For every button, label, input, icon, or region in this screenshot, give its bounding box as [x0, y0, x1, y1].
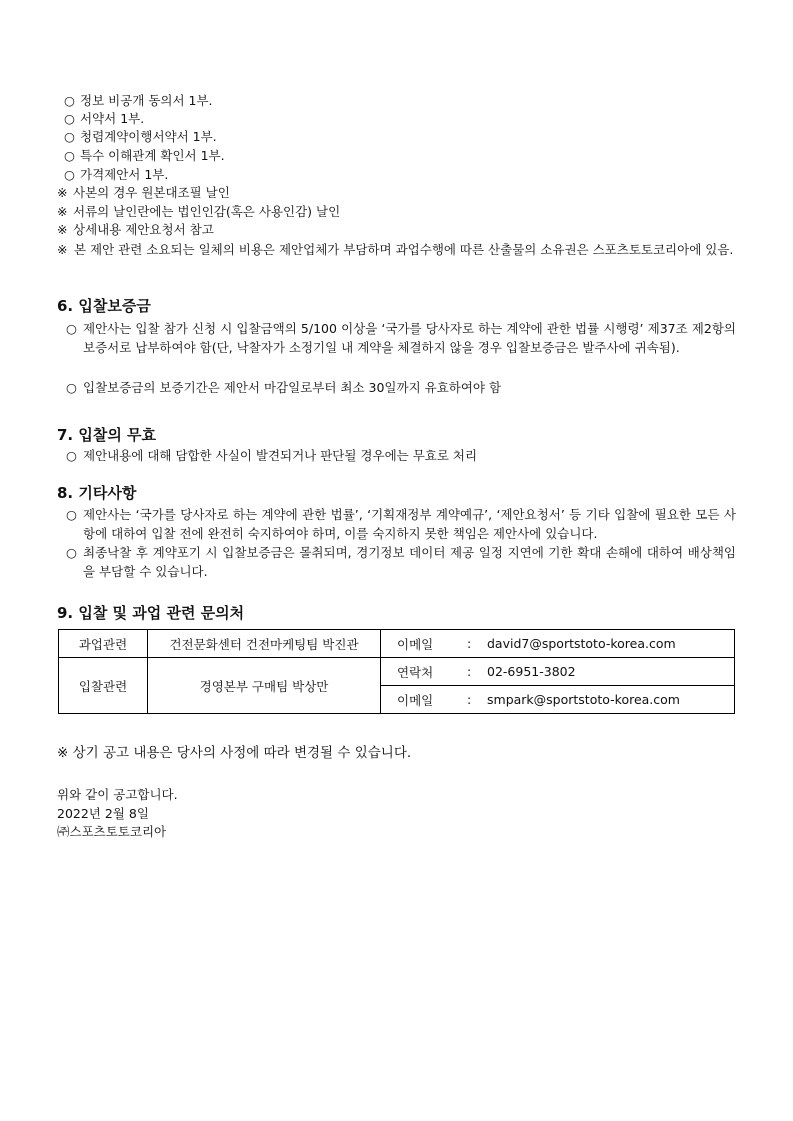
bullet: ○ [64, 93, 75, 108]
bullet: ○ [66, 507, 77, 522]
doc-item: ○ 서약서 1부. [64, 111, 145, 126]
section-item [66, 378, 736, 397]
colon: : [467, 686, 487, 714]
item-text: 제안사는 입찰 참가 신청 시 입찰금액의 5/100 이상을 ‘국가를 당사자로 하는 계약에 관한 법률 시행령’ 제37조 제2항의 보증서로 납부하여야 함(단, 낙찰자가 소정기일 내 계약을 체결하지 않을 경우 입찰보증금은 발주사에 귀속됨). [83, 321, 736, 355]
section-item [66, 446, 736, 465]
bullet: ○ [66, 545, 77, 560]
doc-item: ○ 특수 이해관계 확인서 1부. [64, 148, 225, 163]
bullet: ○ [66, 321, 77, 336]
ref-mark: ※ [57, 185, 68, 200]
item-text: 최종낙찰 후 계약포기 시 입찰보증금은 몰취되며, 경기정보 데이터 제공 일정 지연에 기한 확대 손해에 대하여 배상책임을 부담할 수 있습니다. [83, 545, 736, 579]
section-heading: 6. 입찰보증금 [57, 297, 151, 315]
section-item [66, 505, 736, 543]
bullet: ○ [66, 448, 77, 463]
bullet: ○ [66, 380, 77, 395]
section-heading: 7. 입찰의 무효 [57, 426, 157, 444]
bullet: ○ [64, 111, 75, 126]
contact-table [58, 629, 735, 714]
section-item [66, 319, 736, 357]
closing-line: 위와 같이 공고합니다. [57, 787, 178, 802]
section-heading: 9. 입찰 및 과업 관련 문의처 [57, 604, 245, 622]
category-cell: 입찰관련 [59, 658, 148, 714]
contact-key: 이메일 [381, 630, 468, 658]
table-row [59, 658, 735, 686]
contact-email: david7@sportstoto-korea.com [487, 630, 735, 658]
contact-key: 이메일 [381, 686, 468, 714]
company-name: ㈜스포츠토토코리아 [57, 824, 167, 839]
bullet: ○ [64, 129, 75, 144]
category-cell: 과업관련 [59, 630, 148, 658]
item-text: 입찰보증금의 보증기간은 제안서 마감일로부터 최소 30일까지 유효하여야 함 [83, 380, 502, 395]
colon: : [467, 658, 487, 686]
ref-mark: ※ [57, 204, 68, 219]
contact-key: 연락처 [381, 658, 468, 686]
note-item: ※ 사본의 경우 원본대조필 날인 [57, 185, 230, 200]
contact-email: smpark@sportstoto-korea.com [487, 686, 735, 714]
note-item: ※ 서류의 날인란에는 법인인감(혹은 사용인감) 날인 [57, 204, 341, 219]
announce-date: 2022년 2월 8일 [57, 806, 149, 821]
doc-item: ○ 가격제안서 1부. [64, 167, 169, 182]
bullet: ○ [64, 148, 75, 163]
table-row [59, 630, 735, 658]
contact-phone: 02-6951-3802 [487, 658, 735, 686]
note-item [57, 240, 736, 259]
note-item: ※ 상세내용 제안요청서 참고 [57, 222, 214, 237]
doc-item: ○ 청렴계약이행서약서 1부. [64, 129, 217, 144]
ref-mark: ※ [57, 222, 68, 237]
person-cell: 경영본부 구매팀 박상만 [148, 658, 381, 714]
bullet: ○ [64, 167, 75, 182]
change-notice: ※ 상기 공고 내용은 당사의 사정에 따라 변경될 수 있습니다. [57, 745, 412, 761]
person-cell: 건전문화센터 건전마케팅팀 박진관 [148, 630, 381, 658]
item-text: 제안내용에 대해 담합한 사실이 발견되거나 판단될 경우에는 무효로 처리 [83, 448, 478, 463]
item-text: 제안사는 ‘국가를 당사자로 하는 계약에 관한 법률’, ‘기획재정부 계약예규’, ‘제안요청서’ 등 기타 입찰에 필요한 모든 사항에 대하여 입찰 전에 완전히 숙지하여야 하며, 이를 숙지하지 못한 책임은 제안사에 있습니다. [83, 507, 736, 541]
note-text: 본 제안 관련 소요되는 일체의 비용은 제안업체가 부담하며 과업수행에 따른 산출물의 소유권은 스포츠토토코리아에 있음. [74, 242, 734, 257]
section-heading: 8. 기타사항 [57, 484, 137, 502]
colon: : [467, 630, 487, 658]
doc-item: ○ 정보 비공개 동의서 1부. [64, 93, 213, 108]
section-item [66, 543, 736, 581]
ref-mark: ※ [57, 242, 68, 257]
